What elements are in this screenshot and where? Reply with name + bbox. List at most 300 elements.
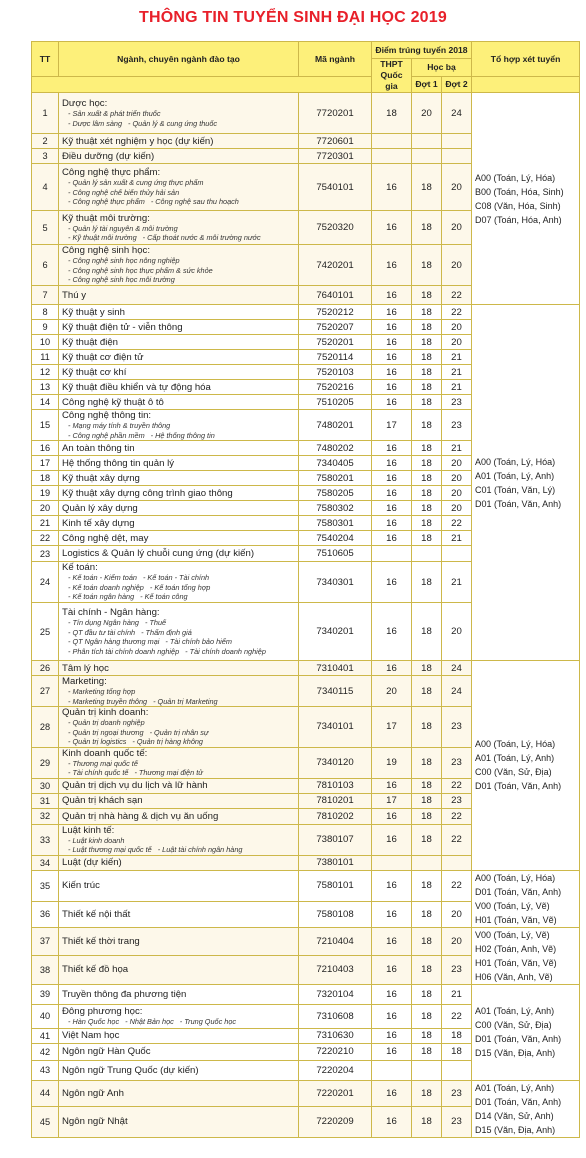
score-thpt bbox=[372, 546, 412, 562]
major-name: Kỹ thuật cơ khí bbox=[62, 366, 127, 378]
major-code: 7810103 bbox=[299, 778, 372, 793]
major-name: Điều dưỡng (dự kiến) bbox=[62, 150, 155, 162]
score-thpt: 16 bbox=[372, 211, 412, 245]
major-name: Công nghệ sinh học: bbox=[62, 245, 151, 257]
row-number: 32 bbox=[32, 808, 59, 824]
score-hocba-dot1 bbox=[412, 149, 442, 164]
subject-combo: D01 (Toán, Văn, Anh) bbox=[475, 498, 562, 509]
specialization-line bbox=[62, 197, 295, 207]
specialization: - Kế toán - Kiểm toán bbox=[68, 573, 137, 583]
major-name: An toàn thông tin bbox=[62, 442, 135, 454]
subject-combo: V00 (Toán, Lý, Vẽ) bbox=[475, 900, 550, 911]
row-number: 5 bbox=[32, 211, 59, 245]
score-hocba-dot1: 18 bbox=[412, 1106, 442, 1137]
score-hocba-dot2 bbox=[442, 149, 472, 164]
score-thpt: 16 bbox=[372, 661, 412, 676]
major-code: 7420201 bbox=[299, 245, 372, 286]
major-name: Kỹ thuật môi trường: bbox=[62, 212, 150, 224]
subject-combo: D15 (Văn, Địa, Anh) bbox=[475, 1048, 556, 1058]
score-hocba-dot2: 21 bbox=[442, 350, 472, 365]
specialization-line bbox=[62, 628, 295, 638]
specialization: - Luật tài chính ngân hàng bbox=[157, 845, 243, 854]
row-number: 40 bbox=[32, 1004, 59, 1028]
major-name: Kỹ thuật điện bbox=[62, 336, 119, 348]
major-cell bbox=[59, 286, 299, 305]
score-hocba-dot1 bbox=[412, 855, 442, 870]
row-number: 26 bbox=[32, 661, 59, 676]
score-hocba-dot1: 18 bbox=[412, 562, 442, 603]
specialization-line bbox=[62, 431, 295, 441]
specialization: - Thẩm định giá bbox=[141, 627, 192, 637]
specialization-line bbox=[62, 759, 295, 769]
row-number: 19 bbox=[32, 486, 59, 501]
score-hocba-dot2: 23 bbox=[442, 793, 472, 808]
major-cell bbox=[59, 531, 299, 546]
major-cell bbox=[59, 134, 299, 149]
major-code: 7220210 bbox=[299, 1043, 372, 1060]
score-thpt: 17 bbox=[372, 707, 412, 748]
score-thpt: 16 bbox=[372, 380, 412, 395]
score-hocba-dot1: 18 bbox=[412, 365, 442, 380]
major-code: 7340201 bbox=[299, 603, 372, 661]
specialization-line bbox=[62, 233, 295, 243]
row-number: 29 bbox=[32, 747, 59, 778]
specialization-line bbox=[62, 768, 295, 778]
major-cell bbox=[59, 661, 299, 676]
table-row bbox=[32, 1080, 580, 1106]
specialization: - Hệ thống thông tin bbox=[150, 430, 215, 440]
specialization: - Tài chính bảo hiểm bbox=[165, 637, 232, 646]
major-name: Ngôn ngữ Trung Quốc (dự kiến) bbox=[62, 1064, 199, 1076]
specialization-line bbox=[62, 718, 295, 728]
score-hocba-dot1: 18 bbox=[412, 808, 442, 824]
admission-table-container bbox=[31, 41, 579, 1138]
major-name: Logistics & Quản lý chuỗi cung ứng (dự kiến) bbox=[62, 548, 255, 559]
major-name: Kỹ thuật điều khiển và tự động hóa bbox=[62, 381, 211, 393]
specialization-line bbox=[62, 109, 295, 119]
score-hocba-dot2: 23 bbox=[442, 1106, 472, 1137]
major-cell bbox=[59, 164, 299, 211]
specialization: - Luật thương mại quốc tế bbox=[68, 845, 152, 854]
major-cell bbox=[59, 562, 299, 603]
score-thpt: 16 bbox=[372, 395, 412, 410]
specialization: - Quản lý tài nguyên & môi trường bbox=[68, 223, 178, 233]
major-code: 7520103 bbox=[299, 365, 372, 380]
specialization: - Quản trị hàng không bbox=[132, 737, 203, 746]
specialization-line bbox=[62, 637, 295, 647]
major-name: Dược học: bbox=[62, 98, 108, 109]
row-number: 22 bbox=[32, 531, 59, 546]
score-hocba-dot1: 18 bbox=[412, 901, 442, 927]
major-name: Kiến trúc bbox=[62, 880, 100, 892]
specialization: - Công nghệ thực phẩm bbox=[68, 197, 145, 207]
score-hocba-dot1: 20 bbox=[412, 93, 442, 134]
row-number: 11 bbox=[32, 350, 59, 365]
major-cell bbox=[59, 516, 299, 531]
major-name: Ngôn ngữ Anh bbox=[62, 1087, 124, 1099]
specialization-line bbox=[62, 737, 295, 747]
major-cell bbox=[59, 855, 299, 870]
subject-combo: C01 (Toán, Văn, Lý) bbox=[475, 484, 556, 495]
score-thpt: 16 bbox=[372, 471, 412, 486]
major-cell bbox=[59, 486, 299, 501]
major-cell bbox=[59, 1060, 299, 1080]
header-spacer-right bbox=[472, 76, 580, 93]
score-hocba-dot2: 22 bbox=[442, 516, 472, 531]
major-name: Luật (dự kiến) bbox=[62, 857, 122, 868]
major-cell bbox=[59, 335, 299, 350]
major-name: Thiết kế đồ họa bbox=[62, 964, 129, 976]
score-hocba-dot2: 24 bbox=[442, 676, 472, 707]
major-code: 7520212 bbox=[299, 305, 372, 320]
specialization: - Mạng máy tính & truyền thông bbox=[68, 421, 171, 430]
major-cell bbox=[59, 747, 299, 778]
specialization: - Quản lý sản xuất & cung ứng thực phẩm bbox=[68, 178, 204, 188]
major-cell bbox=[59, 707, 299, 748]
major-code: 7320104 bbox=[299, 984, 372, 1004]
major-name: Ngôn ngữ Nhật bbox=[62, 1116, 128, 1128]
major-cell bbox=[59, 793, 299, 808]
specialization: - Nhật Bản học bbox=[125, 1016, 174, 1026]
score-thpt: 19 bbox=[372, 747, 412, 778]
major-cell bbox=[59, 870, 299, 901]
score-hocba-dot1: 18 bbox=[412, 380, 442, 395]
score-thpt: 16 bbox=[372, 603, 412, 661]
subject-combo: D01 (Toán, Văn, Anh) bbox=[475, 886, 562, 897]
major-cell bbox=[59, 471, 299, 486]
row-number: 15 bbox=[32, 410, 59, 441]
score-thpt: 16 bbox=[372, 808, 412, 824]
major-name: Tài chính - Ngân hàng: bbox=[62, 607, 160, 618]
major-name: Thiết kế thời trang bbox=[62, 935, 140, 947]
row-number: 43 bbox=[32, 1060, 59, 1080]
header-hocba: Học bạ bbox=[412, 59, 472, 77]
major-code: 7640101 bbox=[299, 286, 372, 305]
score-hocba-dot1: 18 bbox=[412, 335, 442, 350]
subject-combo: D14 (Văn, Sử, Anh) bbox=[475, 1110, 554, 1121]
specialization: - Thương mại quốc tế bbox=[68, 758, 138, 768]
subject-combo: A00 (Toán, Lý, Hóa) bbox=[475, 739, 556, 750]
major-code: 7310401 bbox=[299, 661, 372, 676]
major-code: 7480202 bbox=[299, 441, 372, 456]
score-hocba-dot2: 22 bbox=[442, 305, 472, 320]
major-code: 7220209 bbox=[299, 1106, 372, 1137]
table-row bbox=[32, 927, 580, 956]
major-code: 7580301 bbox=[299, 516, 372, 531]
major-code: 7720201 bbox=[299, 93, 372, 134]
specialization-line bbox=[62, 618, 295, 628]
score-thpt: 16 bbox=[372, 562, 412, 603]
header-thpt: THPT Quốc gia bbox=[372, 59, 412, 93]
score-hocba-dot2: 21 bbox=[442, 562, 472, 603]
specialization: - Tín dụng Ngân hàng bbox=[68, 618, 139, 627]
header-dot1: Đợt 1 bbox=[412, 76, 442, 93]
subject-combo-cell bbox=[472, 984, 580, 1080]
row-number: 33 bbox=[32, 824, 59, 855]
score-hocba-dot1: 18 bbox=[412, 516, 442, 531]
specialization: - Công nghệ sinh học thực phẩm & sức khỏe bbox=[68, 265, 213, 275]
score-hocba-dot2: 20 bbox=[442, 486, 472, 501]
score-hocba-dot2: 23 bbox=[442, 956, 472, 985]
score-hocba-dot1: 18 bbox=[412, 486, 442, 501]
major-cell bbox=[59, 1080, 299, 1106]
subject-combo: A01 (Toán, Lý, Anh) bbox=[475, 753, 555, 764]
score-hocba-dot2: 23 bbox=[442, 747, 472, 778]
subject-combo: A01 (Toán, Lý, Anh) bbox=[475, 1006, 555, 1016]
specialization: - Quản lý & cung ứng thuốc bbox=[128, 118, 218, 128]
major-name: Quản trị khách sạn bbox=[62, 795, 143, 806]
row-number: 4 bbox=[32, 164, 59, 211]
major-name: Quản trị nhà hàng & dịch vụ ăn uống bbox=[62, 810, 219, 822]
row-number: 10 bbox=[32, 335, 59, 350]
table-row bbox=[32, 984, 580, 1004]
specialization: - Tài chính quốc tế bbox=[68, 768, 129, 777]
specialization: - Thương mại điện tử bbox=[134, 768, 203, 777]
major-code: 7540204 bbox=[299, 531, 372, 546]
row-number: 3 bbox=[32, 149, 59, 164]
major-code: 7580302 bbox=[299, 501, 372, 516]
subject-combo: A00 (Toán, Lý, Hóa) bbox=[475, 172, 556, 183]
table-row bbox=[32, 870, 580, 901]
score-hocba-dot1: 18 bbox=[412, 707, 442, 748]
score-thpt: 16 bbox=[372, 441, 412, 456]
major-code: 7720601 bbox=[299, 134, 372, 149]
specialization-line bbox=[62, 573, 295, 583]
specialization: - Dược lâm sàng bbox=[68, 118, 123, 128]
major-name: Kỹ thuật xét nghiệm y học (dự kiến) bbox=[62, 135, 214, 147]
score-hocba-dot2: 22 bbox=[442, 870, 472, 901]
major-name: Việt Nam học bbox=[62, 1030, 120, 1041]
score-hocba-dot1: 18 bbox=[412, 456, 442, 471]
admission-table bbox=[31, 41, 580, 1138]
header-spacer-left bbox=[32, 76, 372, 93]
major-code: 7520201 bbox=[299, 335, 372, 350]
score-thpt: 16 bbox=[372, 1080, 412, 1106]
row-number: 24 bbox=[32, 562, 59, 603]
major-code: 7810202 bbox=[299, 808, 372, 824]
row-number: 14 bbox=[32, 395, 59, 410]
major-cell bbox=[59, 676, 299, 707]
specialization: - Thuế bbox=[145, 618, 167, 627]
score-thpt: 16 bbox=[372, 870, 412, 901]
score-thpt: 20 bbox=[372, 676, 412, 707]
major-cell bbox=[59, 778, 299, 793]
row-number: 13 bbox=[32, 380, 59, 395]
score-hocba-dot1: 18 bbox=[412, 305, 442, 320]
score-hocba-dot2: 24 bbox=[442, 93, 472, 134]
major-name: Kỹ thuật y sinh bbox=[62, 306, 125, 318]
score-hocba-dot2: 22 bbox=[442, 778, 472, 793]
major-cell bbox=[59, 245, 299, 286]
specialization: - Kế toán tổng hợp bbox=[149, 582, 211, 592]
score-hocba-dot1: 18 bbox=[412, 320, 442, 335]
major-code: 7520216 bbox=[299, 380, 372, 395]
score-hocba-dot2: 18 bbox=[442, 1028, 472, 1043]
table-body bbox=[32, 93, 580, 1138]
major-code: 7210404 bbox=[299, 927, 372, 956]
subject-combo: H06 (Văn, Anh, Vẽ) bbox=[475, 971, 553, 982]
specialization: - Marketing tổng hợp bbox=[68, 687, 136, 696]
score-hocba-dot2: 24 bbox=[442, 661, 472, 676]
subject-combo-cell bbox=[472, 1080, 580, 1137]
specialization: - Quản trị ngoại thương bbox=[68, 727, 144, 737]
score-hocba-dot2: 18 bbox=[442, 1043, 472, 1060]
major-cell bbox=[59, 1106, 299, 1137]
row-number: 34 bbox=[32, 855, 59, 870]
major-name: Thú y bbox=[62, 289, 86, 301]
major-cell bbox=[59, 1004, 299, 1028]
specialization: - Trung Quốc học bbox=[179, 1016, 237, 1026]
row-number: 21 bbox=[32, 516, 59, 531]
major-name: Kỹ thuật xây dựng công trình giao thông bbox=[62, 487, 233, 499]
major-code: 7340301 bbox=[299, 562, 372, 603]
row-number: 1 bbox=[32, 93, 59, 134]
score-hocba-dot1: 18 bbox=[412, 1004, 442, 1028]
specialization-line bbox=[62, 1017, 295, 1027]
score-thpt: 16 bbox=[372, 286, 412, 305]
score-thpt bbox=[372, 134, 412, 149]
score-hocba-dot1 bbox=[412, 134, 442, 149]
score-hocba-dot1: 18 bbox=[412, 211, 442, 245]
header-code: Mã ngành bbox=[299, 42, 372, 77]
row-number: 2 bbox=[32, 134, 59, 149]
major-name: Công nghệ thông tin: bbox=[62, 410, 152, 421]
major-code: 7580201 bbox=[299, 471, 372, 486]
score-hocba-dot2: 21 bbox=[442, 365, 472, 380]
score-hocba-dot1: 18 bbox=[412, 676, 442, 707]
subject-combo: C08 (Văn, Hóa, Sinh) bbox=[475, 200, 561, 211]
major-cell bbox=[59, 456, 299, 471]
specialization: - Công nghệ phần mềm bbox=[68, 430, 145, 440]
subject-combo: H01 (Toán, Văn, Vẽ) bbox=[475, 957, 557, 968]
score-hocba-dot1: 18 bbox=[412, 501, 442, 516]
score-hocba-dot1: 18 bbox=[412, 350, 442, 365]
row-number: 45 bbox=[32, 1106, 59, 1137]
row-number: 38 bbox=[32, 956, 59, 985]
score-thpt: 16 bbox=[372, 956, 412, 985]
major-cell bbox=[59, 380, 299, 395]
score-thpt: 16 bbox=[372, 1004, 412, 1028]
row-number: 27 bbox=[32, 676, 59, 707]
major-cell bbox=[59, 901, 299, 927]
row-number: 36 bbox=[32, 901, 59, 927]
score-hocba-dot2: 21 bbox=[442, 531, 472, 546]
major-code: 7540101 bbox=[299, 164, 372, 211]
specialization: - Kế toán - Tài chính bbox=[142, 573, 210, 583]
score-hocba-dot2: 20 bbox=[442, 211, 472, 245]
score-thpt: 16 bbox=[372, 1028, 412, 1043]
major-code: 7810201 bbox=[299, 793, 372, 808]
row-number: 23 bbox=[32, 546, 59, 562]
major-cell bbox=[59, 305, 299, 320]
score-thpt bbox=[372, 855, 412, 870]
score-hocba-dot2: 23 bbox=[442, 1080, 472, 1106]
specialization-line bbox=[62, 119, 295, 129]
score-hocba-dot1: 18 bbox=[412, 793, 442, 808]
specialization-line bbox=[62, 275, 295, 285]
score-hocba-dot1: 18 bbox=[412, 1043, 442, 1060]
row-number: 7 bbox=[32, 286, 59, 305]
major-code: 7340115 bbox=[299, 676, 372, 707]
specialization: - Quản trị doanh nghiệp bbox=[68, 718, 145, 727]
major-code: 7510605 bbox=[299, 546, 372, 562]
score-thpt: 16 bbox=[372, 501, 412, 516]
score-hocba-dot1: 18 bbox=[412, 603, 442, 661]
score-thpt: 16 bbox=[372, 335, 412, 350]
score-thpt: 16 bbox=[372, 245, 412, 286]
table-row bbox=[32, 305, 580, 320]
specialization-line bbox=[62, 697, 295, 707]
score-hocba-dot2: 23 bbox=[442, 395, 472, 410]
major-code: 7520114 bbox=[299, 350, 372, 365]
subject-combo: A01 (Toán, Lý, Anh) bbox=[475, 470, 555, 481]
major-cell bbox=[59, 320, 299, 335]
score-hocba-dot2: 22 bbox=[442, 824, 472, 855]
major-name: Đông phương học: bbox=[62, 1005, 143, 1017]
score-thpt: 16 bbox=[372, 365, 412, 380]
row-number: 35 bbox=[32, 870, 59, 901]
subject-combo: D01 (Toán, Văn, Anh) bbox=[475, 781, 562, 792]
specialization: - Công nghệ sinh học nông nghiệp bbox=[68, 256, 180, 266]
row-number: 31 bbox=[32, 793, 59, 808]
score-hocba-dot2: 22 bbox=[442, 286, 472, 305]
subject-combo-cell bbox=[472, 661, 580, 871]
score-hocba-dot2: 20 bbox=[442, 245, 472, 286]
row-number: 30 bbox=[32, 778, 59, 793]
score-thpt: 16 bbox=[372, 901, 412, 927]
row-number: 42 bbox=[32, 1043, 59, 1060]
major-cell bbox=[59, 808, 299, 824]
specialization: - Kỹ thuật môi trường bbox=[68, 233, 137, 242]
major-code: 7310630 bbox=[299, 1028, 372, 1043]
major-code: 7480201 bbox=[299, 410, 372, 441]
major-name: Tâm lý học bbox=[62, 662, 109, 674]
subject-combo: H01 (Toán, Văn, Vẽ) bbox=[475, 914, 557, 925]
table-header bbox=[32, 42, 580, 93]
major-name: Kế toán: bbox=[62, 562, 98, 574]
score-thpt: 16 bbox=[372, 164, 412, 211]
row-number: 18 bbox=[32, 471, 59, 486]
major-code: 7580108 bbox=[299, 901, 372, 927]
specialization: - Công nghệ chế biến thủy hải sản bbox=[68, 187, 180, 197]
major-name: Luật kinh tế: bbox=[62, 824, 115, 836]
subject-combo: B00 (Toán, Hóa, Sinh) bbox=[475, 186, 564, 197]
specialization: - Công nghệ sau thu hoạch bbox=[150, 197, 239, 207]
score-thpt: 17 bbox=[372, 410, 412, 441]
major-code: 7340120 bbox=[299, 747, 372, 778]
score-thpt bbox=[372, 1060, 412, 1080]
score-hocba-dot2: 20 bbox=[442, 603, 472, 661]
major-cell bbox=[59, 350, 299, 365]
row-number: 9 bbox=[32, 320, 59, 335]
score-hocba-dot2: 20 bbox=[442, 456, 472, 471]
score-thpt: 16 bbox=[372, 486, 412, 501]
specialization-line bbox=[62, 421, 295, 431]
specialization: - Marketing truyền thông bbox=[68, 696, 148, 706]
major-code: 7520320 bbox=[299, 211, 372, 245]
major-cell bbox=[59, 395, 299, 410]
row-number: 8 bbox=[32, 305, 59, 320]
subject-combo: H02 (Toán, Anh, Vẽ) bbox=[475, 943, 557, 954]
major-code: 7220204 bbox=[299, 1060, 372, 1080]
specialization-line bbox=[62, 266, 295, 276]
subject-combo: A01 (Toán, Lý, Anh) bbox=[475, 1082, 555, 1093]
score-thpt: 16 bbox=[372, 984, 412, 1004]
major-name: Công nghệ kỹ thuật ô tô bbox=[62, 396, 164, 408]
row-number: 25 bbox=[32, 603, 59, 661]
major-code: 7340405 bbox=[299, 456, 372, 471]
score-hocba-dot1 bbox=[412, 1060, 442, 1080]
